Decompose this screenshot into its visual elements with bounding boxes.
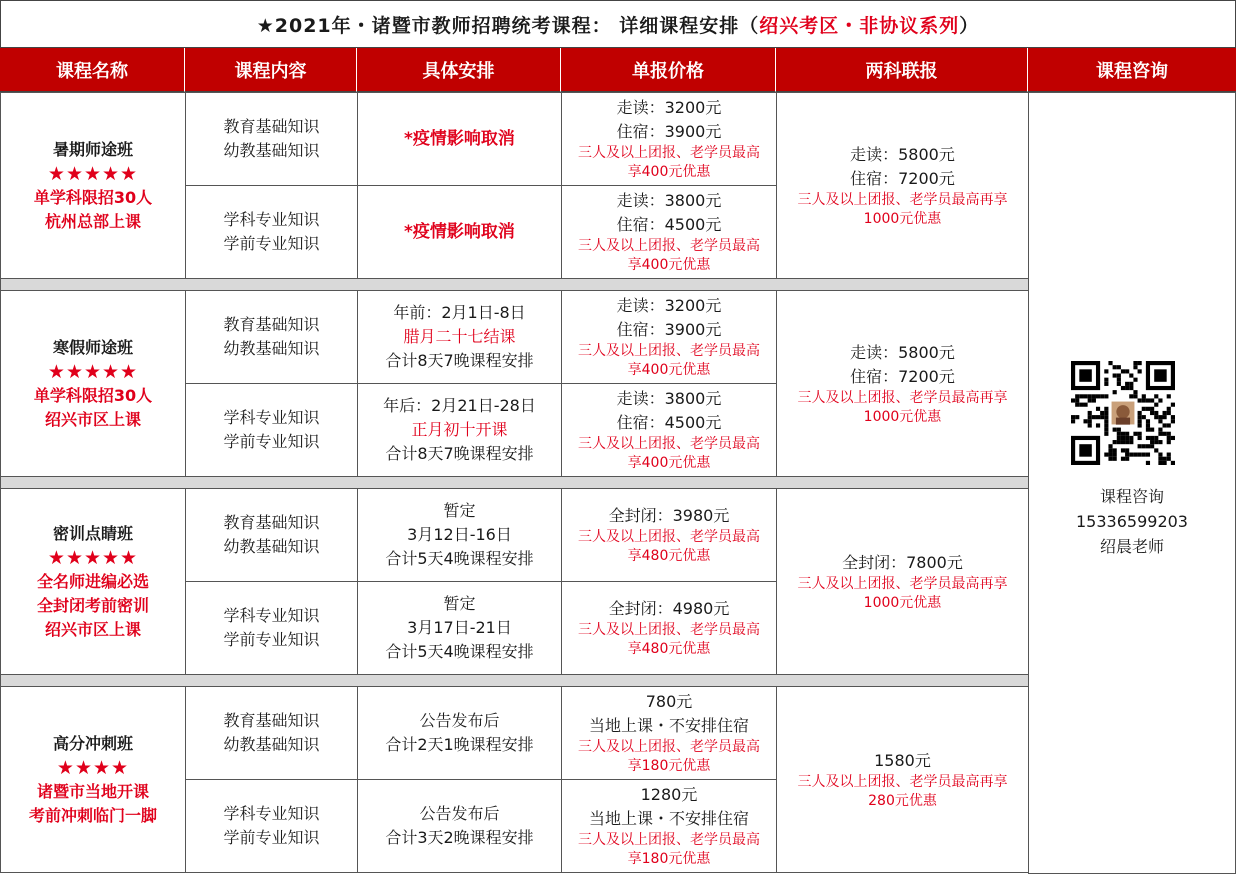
schedule-line: 公告发布后 — [419, 711, 500, 730]
header-single-price: 单报价格 — [561, 48, 776, 92]
content-line: 学科专业知识 — [223, 210, 320, 229]
title-highlight: 绍兴考区・非协议系列 — [759, 14, 960, 37]
schedule-cell — [358, 384, 562, 477]
header-course-name: 课程名称 — [0, 48, 185, 92]
course-table — [0, 92, 1029, 873]
combo-promo-line: 1000元优惠 — [863, 594, 942, 611]
content-cell — [186, 489, 358, 582]
combo-price-line: 走读：5800元 — [850, 342, 955, 362]
course-note: 单学科限招30人 — [33, 385, 153, 405]
table-row — [1, 93, 1029, 186]
promo-line: 享400元优惠 — [627, 257, 711, 273]
content-cell — [186, 582, 358, 675]
price-line: 当地上课・不安排住宿 — [588, 809, 749, 828]
course-note: 杭州总部上课 — [44, 211, 141, 231]
star-rating: ★★★★★ — [47, 360, 139, 383]
course-name: 高分冲刺班 — [52, 733, 133, 753]
schedule-cell — [358, 93, 562, 186]
price-line: 全封闭：3980元 — [608, 506, 730, 525]
header-consult: 课程咨询 — [1028, 48, 1236, 92]
course-note: 绍兴市区上课 — [44, 409, 141, 429]
course-note: 单学科限招30人 — [33, 187, 153, 207]
price-line: 当地上课・不安排住宿 — [588, 716, 749, 735]
content-cell — [186, 186, 358, 279]
consult-panel — [1028, 92, 1236, 874]
content-line: 幼教基础知识 — [223, 537, 320, 556]
combo-price-cell — [777, 687, 1029, 873]
header-schedule: 具体安排 — [357, 48, 561, 92]
schedule-line: 年后：2月21日-28日 — [383, 396, 536, 415]
promo-line: 享400元优惠 — [627, 362, 711, 378]
schedule-line: 正月初十开课 — [411, 420, 508, 439]
section-divider — [1, 477, 1029, 489]
promo-line: 享480元优惠 — [627, 641, 711, 657]
combo-promo-line: 1000元优惠 — [863, 408, 942, 425]
schedule-line: *疫情影响取消 — [404, 222, 515, 242]
promo-line: 三人及以上团报、老学员最高 — [578, 436, 760, 452]
schedule-cell — [358, 489, 562, 582]
promo-line: 享400元优惠 — [627, 455, 711, 471]
schedule-line: 合计8天7晚课程安排 — [385, 351, 534, 370]
course-name-cell — [1, 291, 186, 477]
course-note: 全封闭考前密训 — [36, 595, 149, 615]
combo-promo-line: 280元优惠 — [868, 792, 937, 809]
content-line: 学前专业知识 — [223, 234, 320, 253]
title-main: ★2021年・诸暨市教师招聘统考课程： 详细课程安排（ — [256, 14, 760, 37]
price-line: 走读：3200元 — [616, 296, 722, 315]
price-line: 住宿：3900元 — [616, 320, 722, 339]
single-price-cell — [562, 384, 777, 477]
qr-code-icon[interactable] — [1071, 361, 1175, 465]
star-rating: ★★★★★ — [47, 162, 139, 185]
combo-promo-line: 1000元优惠 — [863, 210, 942, 227]
content-line: 幼教基础知识 — [223, 141, 320, 160]
promo-line: 享480元优惠 — [627, 548, 711, 564]
schedule-cell — [358, 687, 562, 780]
schedule-line: 腊月二十七结课 — [403, 327, 516, 346]
header-course-content: 课程内容 — [185, 48, 357, 92]
schedule-line: 合计5天4晚课程安排 — [385, 642, 534, 661]
schedule-line: 年前：2月1日-8日 — [393, 303, 526, 322]
course-note: 全名师进编必选 — [36, 571, 149, 591]
star-rating: ★★★★★ — [47, 546, 139, 569]
course-note: 考前冲刺临门一脚 — [28, 805, 157, 825]
content-line: 教育基础知识 — [223, 117, 320, 136]
course-name: 寒假师途班 — [52, 337, 133, 357]
schedule-cell — [358, 582, 562, 675]
schedule-cell — [358, 186, 562, 279]
course-name-cell — [1, 489, 186, 675]
promo-line: 三人及以上团报、老学员最高 — [578, 238, 760, 254]
promo-line: 三人及以上团报、老学员最高 — [578, 622, 760, 638]
consult-label: 课程咨询 — [1099, 487, 1164, 506]
price-line: 1280元 — [640, 785, 698, 804]
section-divider — [1, 279, 1029, 291]
content-cell — [186, 291, 358, 384]
single-price-cell — [562, 489, 777, 582]
price-line: 走读：3800元 — [616, 389, 722, 408]
table-row — [1, 489, 1029, 582]
content-line: 教育基础知识 — [223, 711, 320, 730]
content-cell — [186, 687, 358, 780]
combo-promo-line: 三人及以上团报、老学员最高再享 — [797, 191, 1008, 208]
content-line: 教育基础知识 — [223, 513, 320, 532]
schedule-line: 合计8天7晚课程安排 — [385, 444, 534, 463]
content-line: 学科专业知识 — [223, 804, 320, 823]
content-line: 学前专业知识 — [223, 630, 320, 649]
combo-promo-line: 三人及以上团报、老学员最高再享 — [797, 575, 1008, 592]
course-name: 密训点睛班 — [52, 523, 133, 543]
consult-info — [1028, 484, 1236, 559]
promo-line: 三人及以上团报、老学员最高 — [578, 343, 760, 359]
price-line: 住宿：4500元 — [616, 413, 722, 432]
table-row — [1, 291, 1029, 384]
course-name-cell — [1, 687, 186, 873]
combo-price-cell — [777, 93, 1029, 279]
single-price-cell — [562, 582, 777, 675]
single-price-cell — [562, 780, 777, 873]
content-line: 幼教基础知识 — [223, 735, 320, 754]
content-line: 学科专业知识 — [223, 606, 320, 625]
promo-line: 享180元优惠 — [627, 851, 711, 867]
price-line: 全封闭：4980元 — [608, 599, 730, 618]
schedule-cell — [358, 780, 562, 873]
content-line: 教育基础知识 — [223, 315, 320, 334]
course-name: 暑期师途班 — [52, 139, 133, 159]
price-line: 住宿：3900元 — [616, 122, 722, 141]
price-line: 780元 — [645, 692, 693, 711]
schedule-line: 合计5天4晚课程安排 — [385, 549, 534, 568]
star-rating: ★★★★ — [56, 756, 130, 779]
single-price-cell — [562, 93, 777, 186]
schedule-line: 合计3天2晚课程安排 — [385, 828, 534, 847]
promo-line: 享400元优惠 — [627, 164, 711, 180]
table-row — [1, 687, 1029, 780]
schedule-line: 公告发布后 — [419, 804, 500, 823]
combo-price-line: 住宿：7200元 — [850, 366, 955, 386]
schedule-line: 暂定 — [443, 594, 476, 613]
content-line: 幼教基础知识 — [223, 339, 320, 358]
content-cell — [186, 780, 358, 873]
combo-price-cell — [777, 489, 1029, 675]
promo-line: 三人及以上团报、老学员最高 — [578, 529, 760, 545]
course-note: 诸暨市当地开课 — [36, 781, 149, 801]
section-divider — [1, 675, 1029, 687]
page-title — [0, 0, 1236, 48]
price-line: 走读：3800元 — [616, 191, 722, 210]
schedule-line: *疫情影响取消 — [404, 129, 515, 149]
promo-line: 享180元优惠 — [627, 758, 711, 774]
title-close: ） — [959, 14, 980, 37]
combo-promo-line: 三人及以上团报、老学员最高再享 — [797, 773, 1008, 790]
promo-line: 三人及以上团报、老学员最高 — [578, 145, 760, 161]
content-line: 学前专业知识 — [223, 828, 320, 847]
promo-line: 三人及以上团报、老学员最高 — [578, 832, 760, 848]
single-price-cell — [562, 186, 777, 279]
single-price-cell — [562, 687, 777, 780]
consult-phone[interactable]: 15336599203 — [1076, 512, 1188, 531]
combo-promo-line: 三人及以上团报、老学员最高再享 — [797, 389, 1008, 406]
combo-price-line: 走读：5800元 — [850, 144, 955, 164]
promo-line: 三人及以上团报、老学员最高 — [578, 739, 760, 755]
consult-teacher: 绍晨老师 — [1099, 537, 1164, 556]
schedule-cell — [358, 291, 562, 384]
content-cell — [186, 93, 358, 186]
course-note: 绍兴市区上课 — [44, 619, 141, 639]
course-name-cell — [1, 93, 186, 279]
schedule-line: 3月12日-16日 — [407, 525, 512, 544]
combo-price-line: 全封闭：7800元 — [842, 552, 963, 572]
price-line: 走读：3200元 — [616, 98, 722, 117]
content-line: 学前专业知识 — [223, 432, 320, 451]
single-price-cell — [562, 291, 777, 384]
content-line: 学科专业知识 — [223, 408, 320, 427]
schedule-line: 3月17日-21日 — [407, 618, 512, 637]
price-line: 住宿：4500元 — [616, 215, 722, 234]
header-combo-price: 两科联报 — [776, 48, 1028, 92]
schedule-line: 合计2天1晚课程安排 — [385, 735, 534, 754]
combo-price-line: 住宿：7200元 — [850, 168, 955, 188]
combo-price-cell — [777, 291, 1029, 477]
combo-price-line: 1580元 — [874, 750, 931, 770]
content-cell — [186, 384, 358, 477]
schedule-line: 暂定 — [443, 501, 476, 520]
